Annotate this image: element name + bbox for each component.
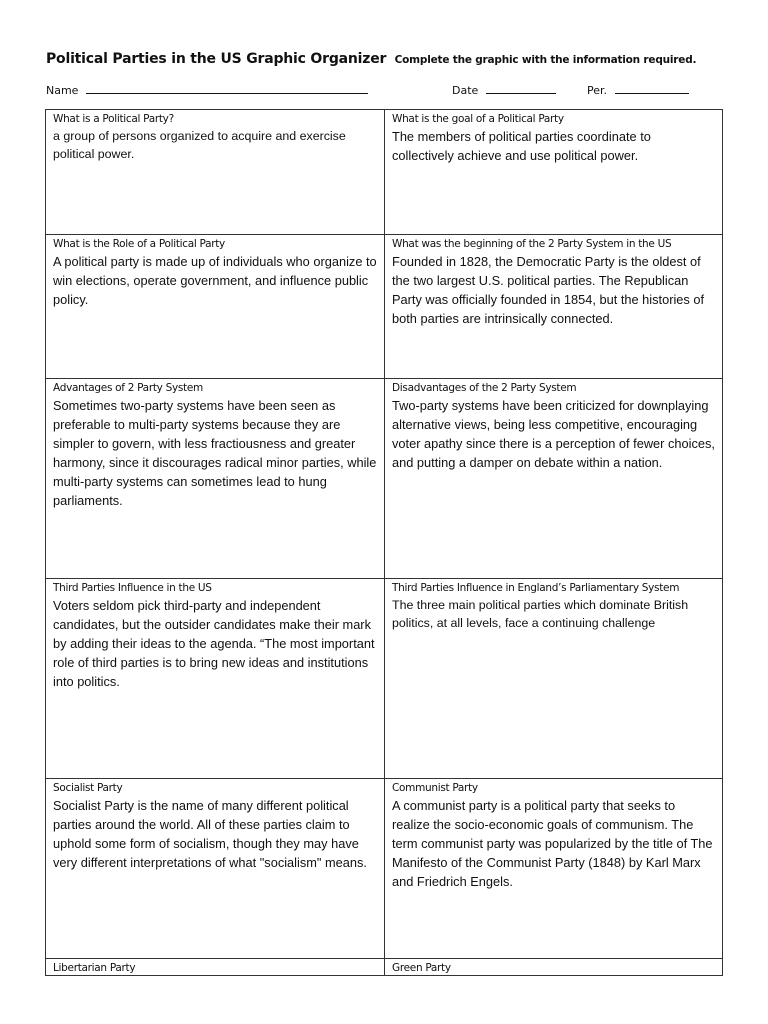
cell-communist-party (385, 779, 722, 959)
date-blank-line[interactable] (486, 82, 556, 94)
cell-heading: Third Parties Influence in England’s Parliamentary System (392, 582, 680, 594)
instructions: Complete the graphic with the information required. (394, 54, 697, 66)
cell-libertarian-party (46, 959, 385, 975)
date-label: Date (452, 84, 479, 97)
cell-heading: What is the Role of a Political Party (53, 238, 225, 250)
cell-role-of-political-party (46, 235, 385, 379)
cell-what-is-political-party (46, 110, 385, 235)
cell-heading: Communist Party (392, 782, 478, 794)
cell-body: The three main political parties which dominate British politics, at all levels, face a continuing challenge (392, 598, 689, 630)
cell-body: Sometimes two-party systems have been seen as preferable to multi-party systems because they are simpler to govern, with less fractiousness and greater harmony, since it discourages radical minor parties, while multi-party systems can sometimes lead to hung parliaments. (53, 398, 377, 508)
cell-heading: Advantages of 2 Party System (53, 382, 203, 394)
cell-body: Socialist Party is the name of many different political parties around the world. All of these parties claim to uphold some form of socialism, though they may have very different interpretations of what "socialism" means. (53, 798, 367, 870)
document-title: Political Parties in the US Graphic Organizer (46, 51, 387, 67)
cell-heading: Third Parties Influence in the US (53, 582, 212, 594)
cell-disadvantages-two-party (385, 379, 722, 579)
name-blank-line[interactable] (86, 82, 368, 94)
period-blank-line[interactable] (615, 82, 689, 94)
cell-beginning-two-party-system (385, 235, 722, 379)
cell-socialist-party (46, 779, 385, 959)
cell-body: Founded in 1828, the Democratic Party is the oldest of the two largest U.S. political parties. The Republican Party was officially founded in 1854, but the histories of both parties are intrinsically connected. (392, 254, 705, 326)
cell-heading: What was the beginning of the 2 Party System in the US (392, 238, 672, 250)
cell-heading: Disadvantages of the 2 Party System (392, 382, 577, 394)
period-label: Per. (587, 84, 608, 97)
cell-body: Voters seldom pick third-party and independent candidates, but the outsider candidates make their mark by adding their ideas to the agenda. “The most important role of third parties is to bring new ideas and institutions into politics. (53, 598, 375, 689)
cell-goal-of-political-party (385, 110, 722, 235)
document-header (46, 50, 696, 68)
date-field[interactable] (452, 82, 556, 97)
cell-body: a group of persons organized to acquire and exercise political power. (53, 129, 346, 161)
cell-body: A communist party is a political party that seeks to realize the socio-economic goals of communism. The term communist party was popularized by the title of The Manifesto of the Communist Party (1848) by Karl Marx and Friedrich Engels. (392, 798, 713, 889)
cell-heading: Libertarian Party (53, 962, 136, 974)
cell-heading: Socialist Party (53, 782, 123, 794)
cell-advantages-two-party (46, 379, 385, 579)
cell-third-parties-england (385, 579, 722, 779)
cell-heading: What is the goal of a Political Party (392, 113, 564, 125)
graphic-organizer-grid (45, 109, 723, 976)
cell-body: The members of political parties coordinate to collectively achieve and use political power. (392, 129, 651, 163)
cell-body: Two-party systems have been criticized for downplaying alternative views, being less competitive, encouraging voter apathy since there is a perception of fewer choices, and putting a damper on debate within a nation. (392, 398, 715, 470)
cell-third-parties-us (46, 579, 385, 779)
cell-heading: What is a Political Party? (53, 113, 174, 125)
period-field[interactable] (587, 82, 689, 97)
cell-green-party (385, 959, 722, 975)
cell-body: A political party is made up of individuals who organize to win elections, operate government, and influence public policy. (53, 254, 377, 307)
name-label: Name (46, 84, 79, 97)
cell-heading: Green Party (392, 962, 451, 974)
name-field[interactable] (46, 82, 368, 97)
